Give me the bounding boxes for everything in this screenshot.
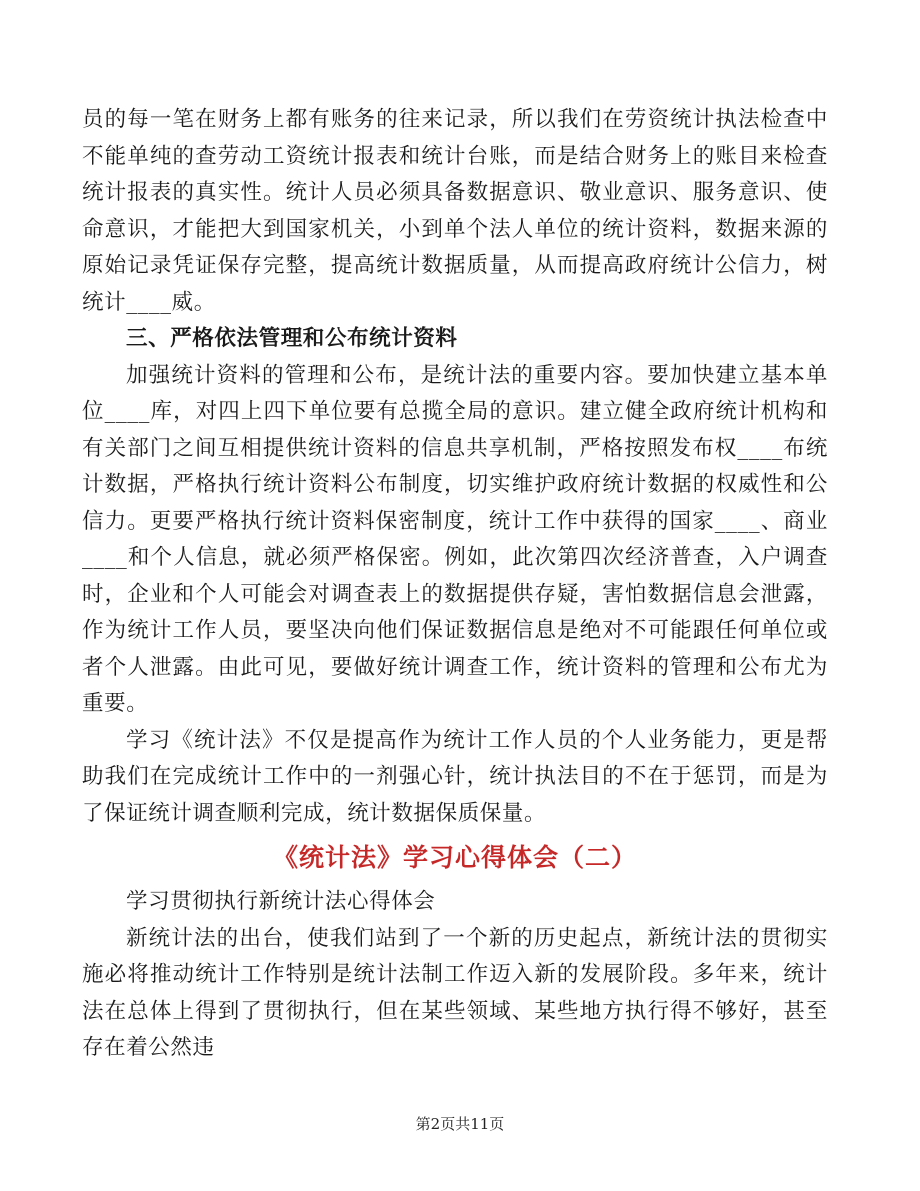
body-paragraph-new-law: 新统计法的出台，使我们站到了一个新的历史起点，新统计法的贯彻实施必将推动统计工作特别是统计法制工作迈入新的发展阶段。多年来，统计法在总体上得到了贯彻执行，但在某些领域、某些地方执行得不够好，甚至存在着公然违: [82, 925, 828, 1060]
page-number: 第2页共11页: [415, 1115, 505, 1133]
document-body: [82, 102, 828, 1067]
body-paragraph-continuation: 员的每一笔在财务上都有账务的往来记录，所以我们在劳资统计执法检查中不能单纯的查劳动工资统计报表和统计台账，而是结合财务上的账目来检查统计报表的真实性。统计人员必须具备数据意识、敬业意识、服务意识、使命意识，才能把大到国家机关，小到单个法人单位的统计资料，数据来源的原始记录凭证保存完整，提高统计数据质量，从而提高政府统计公信力，树统计____威。: [82, 107, 828, 315]
body-paragraph-conclusion: 学习《统计法》不仅是提高作为统计工作人员的个人业务能力，更是帮助我们在完成统计工作中的一剂强心针，统计执法目的不在于惩罚，而是为了保证统计调查顺利完成，统计数据保质保量。: [82, 727, 828, 826]
section-heading-3: 三、严格依法管理和公布统计资料: [126, 326, 458, 351]
subtitle-paragraph: 学习贯彻执行新统计法心得体会: [126, 889, 436, 914]
body-paragraph-data-management: 加强统计资料的管理和公布，是统计法的重要内容。要加快建立基本单位____库，对四上四下单位要有总揽全局的意识。建立健全政府统计机构和有关部门之间互相提供统计资料的信息共享机制，严格按照发布权____布统计数据，严格执行统计资料公布制度，切实维护政府统计数据的权威性和公信力。更要严格执行统计资料保密制度，统计工作中获得的国家____、商业____和个人信息，就必须严格保密。例如，此次第四次经济普查，入户调查时，企业和个人可能会对调查表上的数据提供存疑，害怕数据信息会泄露，作为统计工作人员，要坚决向他们保证数据信息是绝对不可能跟任何单位或者个人泄露。由此可见，要做好统计调查工作，统计资料的管理和公布尤为重要。: [82, 362, 828, 716]
document-title: 《统计法》学习心得体会（二）: [272, 843, 637, 872]
